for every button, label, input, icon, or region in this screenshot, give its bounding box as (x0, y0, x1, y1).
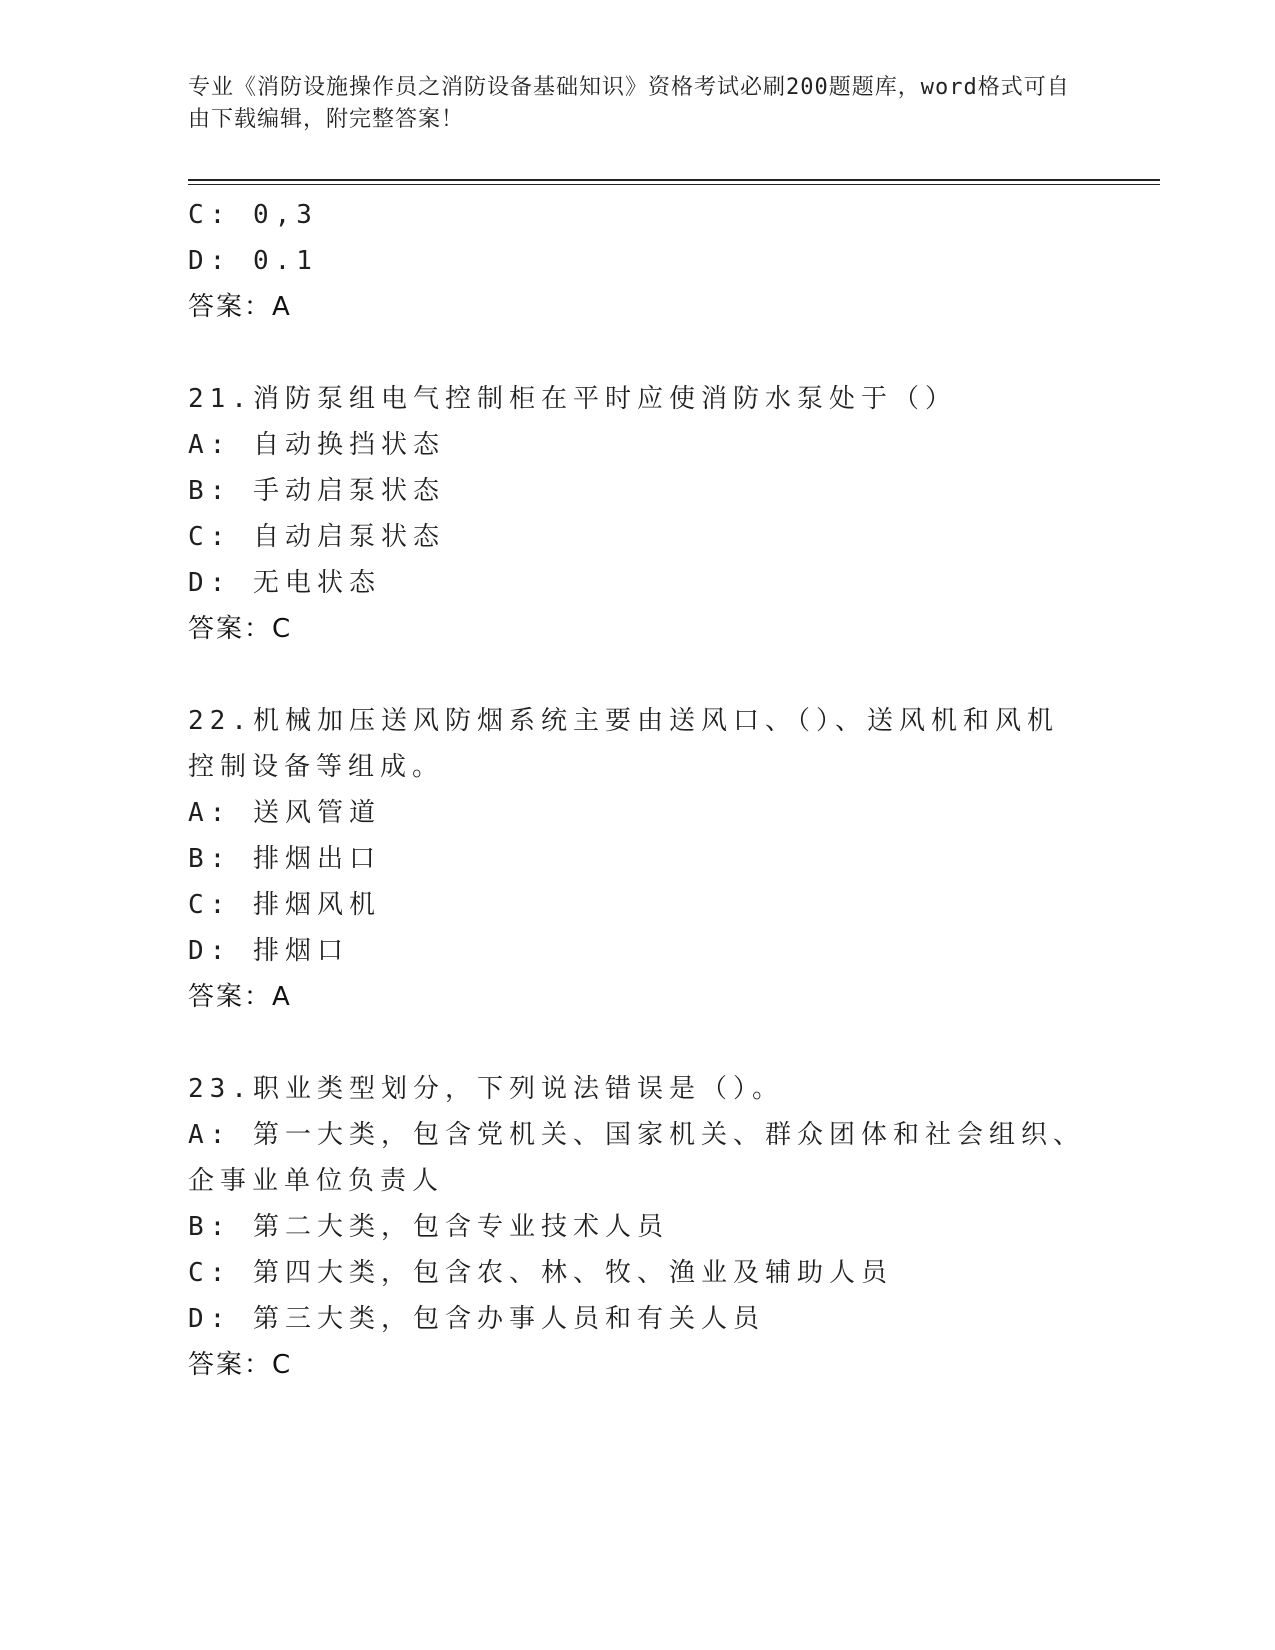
option-c: C: 第四大类，包含农、林、牧、渔业及辅助人员 (188, 1258, 893, 1288)
previous-question-tail (188, 192, 1088, 330)
option-c: C: 自动启泵状态 (188, 522, 445, 552)
option-b: B: 手动启泵状态 (188, 476, 445, 506)
answer-line: 答案：C (188, 614, 293, 644)
document-header: 专业《消防设施操作员之消防设备基础知识》资格考试必刷200题题库，word格式可自由下载编辑，附完整答案！ (188, 75, 1070, 132)
question-21 (188, 376, 1088, 652)
question-22 (188, 698, 1088, 1020)
question-stem: 23.职业类型划分，下列说法错误是（）。 (188, 1074, 784, 1104)
option-a: A: 自动换挡状态 (188, 430, 445, 460)
option-a: A: 送风管道 (188, 798, 381, 828)
header-divider (188, 179, 1160, 181)
option-d: D: 排烟口 (188, 936, 349, 966)
option-b: B: 排烟出口 (188, 844, 381, 874)
answer-line: 答案：A (188, 982, 292, 1012)
question-stem: 21.消防泵组电气控制柜在平时应使消防水泵处于（） (188, 384, 957, 414)
answer-line: 答案：A (188, 292, 292, 322)
option-d: D: 第三大类，包含办事人员和有关人员 (188, 1304, 765, 1334)
header-divider-thin (188, 184, 1160, 185)
option-a: A: 第一大类，包含党机关、国家机关、群众团体和社会组织、企事业单位负责人 (188, 1120, 1085, 1196)
option-c: C: 0,3 (188, 200, 318, 230)
question-23 (188, 1066, 1088, 1388)
answer-line: 答案：C (188, 1350, 293, 1380)
option-b: B: 第二大类，包含专业技术人员 (188, 1212, 669, 1242)
question-stem: 22.机械加压送风防烟系统主要由送风口、（）、送风机和风机控制设备等组成。 (188, 706, 1059, 782)
option-d: D: 0.1 (188, 246, 318, 276)
document-body (188, 192, 1088, 1388)
option-c: C: 排烟风机 (188, 890, 381, 920)
option-d: D: 无电状态 (188, 568, 381, 598)
